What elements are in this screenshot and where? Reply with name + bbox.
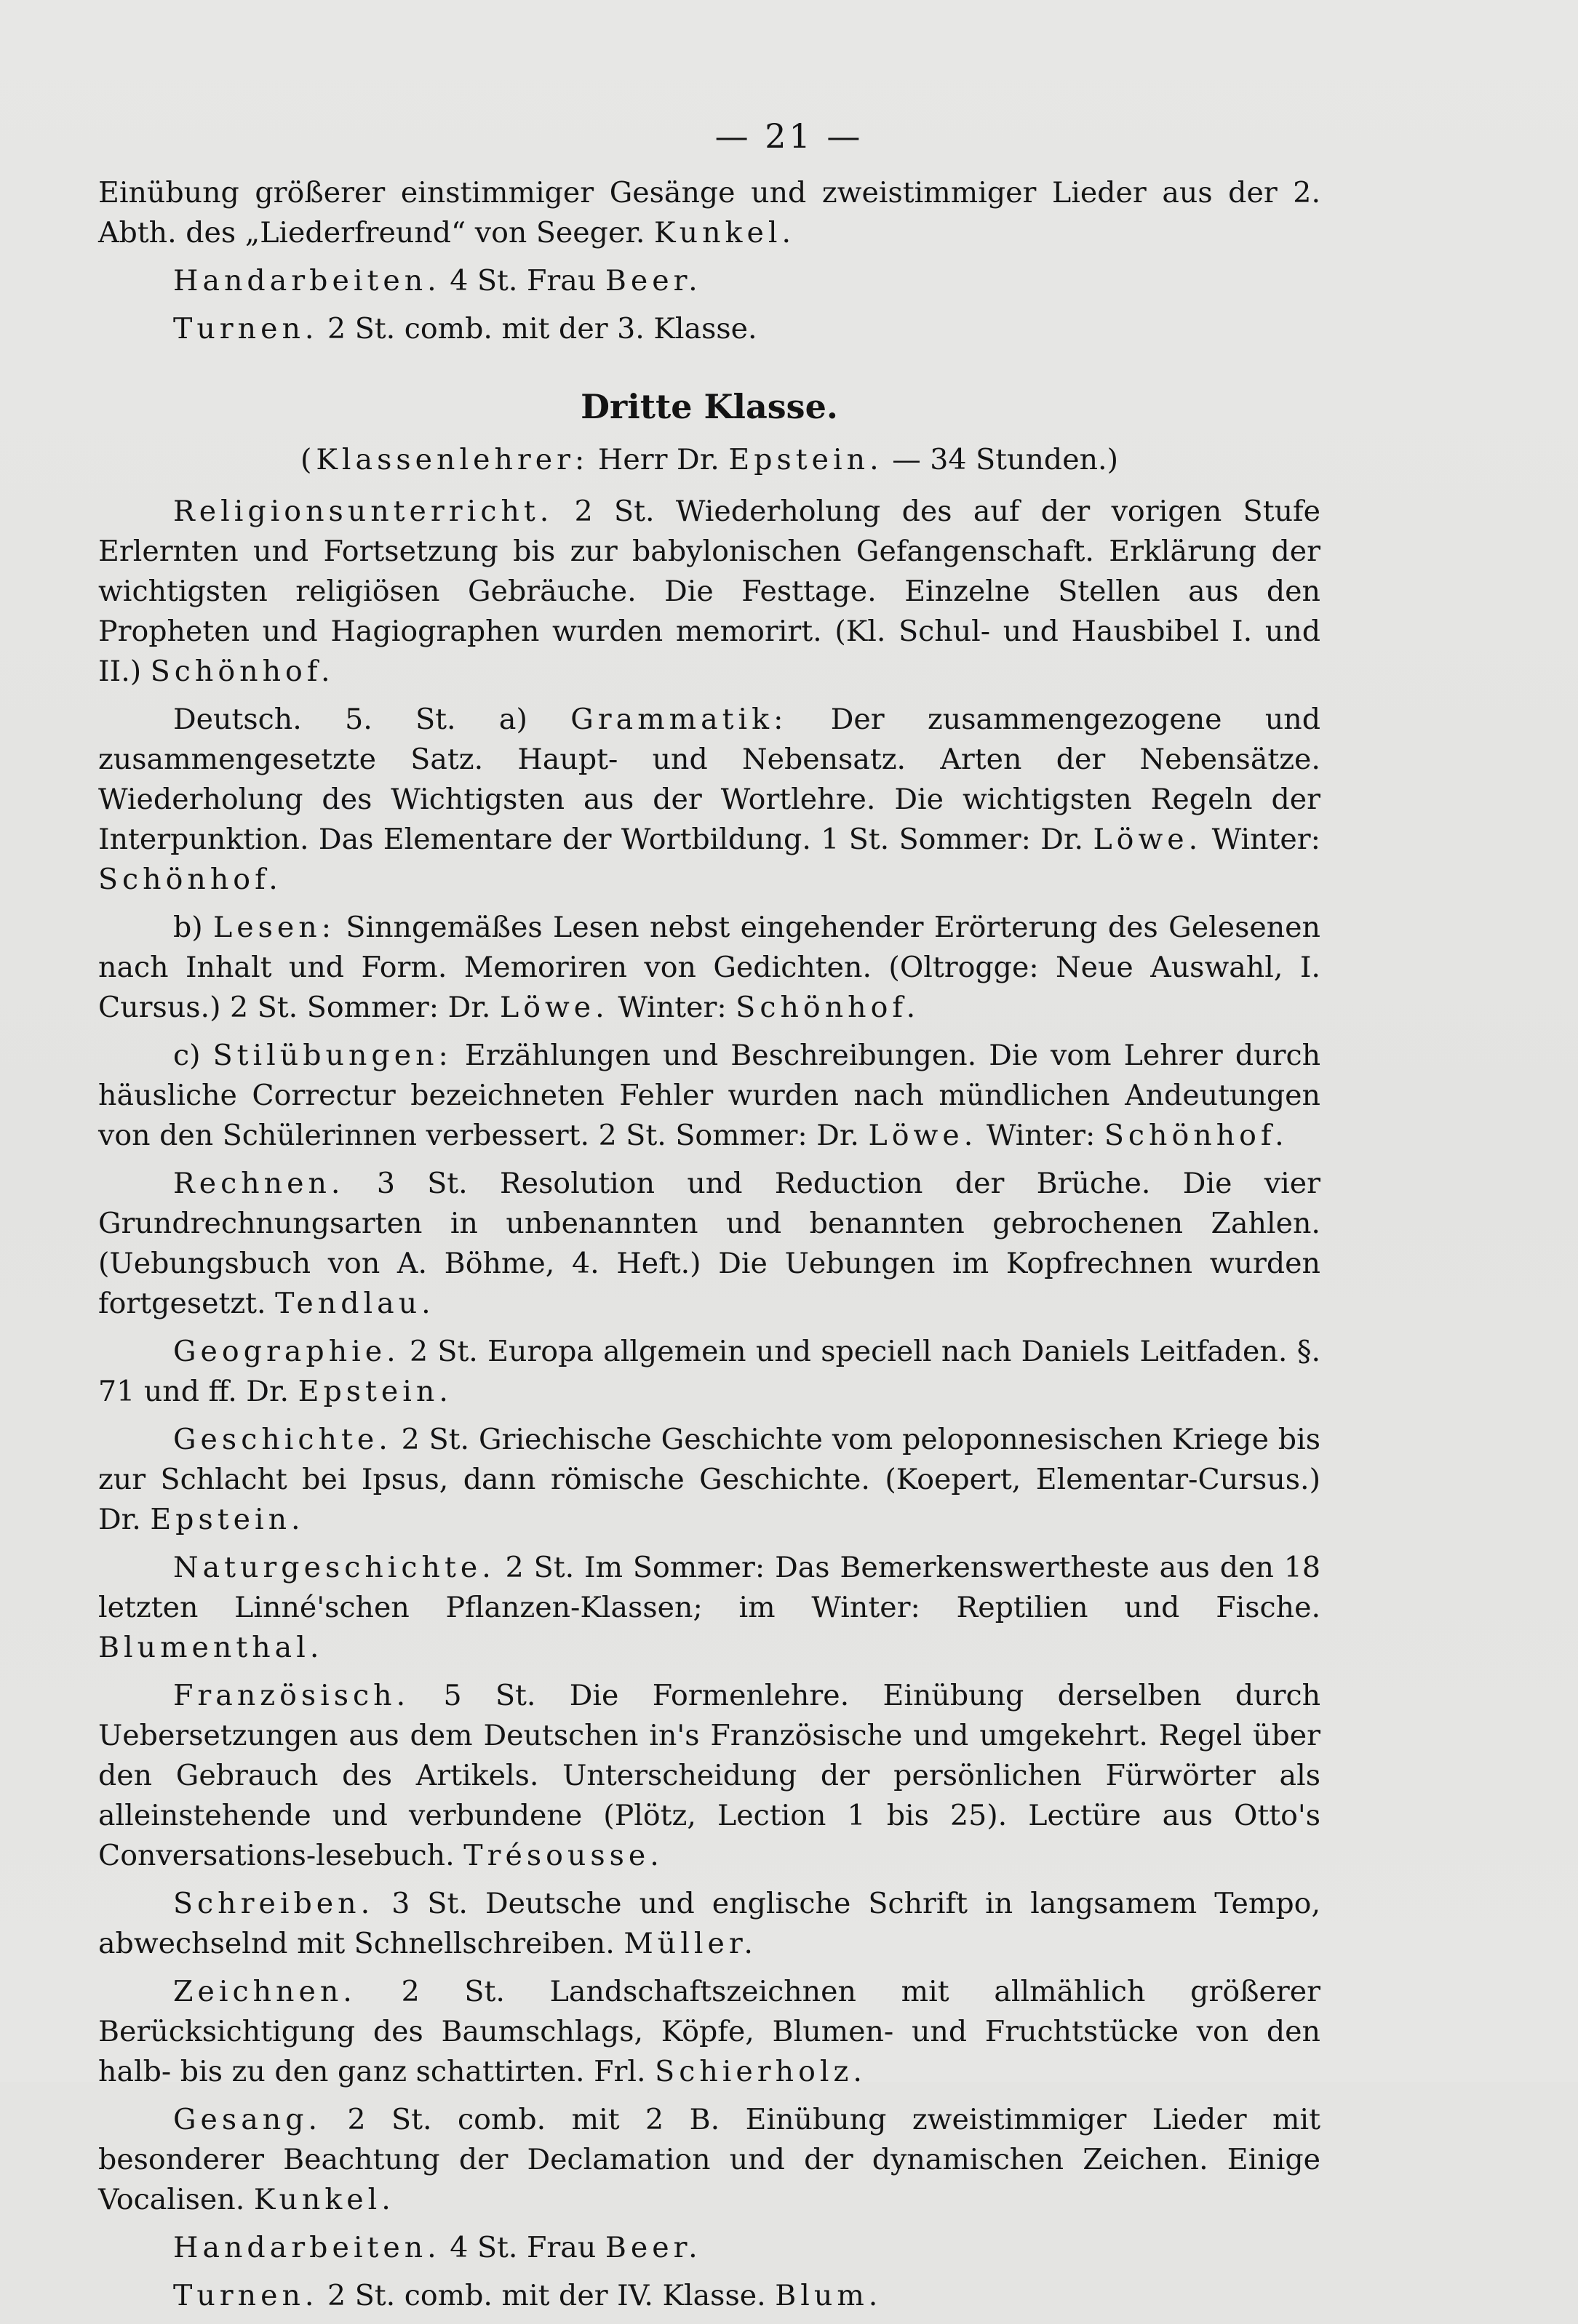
turnen-text: 2 St. comb. mit der IV. Klasse. [327, 2279, 766, 2312]
stil-text: Erzählungen und Beschreibungen. Die vom Lehrer durch häusliche Correctur bezeichneten Fehler wurden nach mündlichen Andeutungen von den Schülerinnen verbessert. 2 St. Sommer: Dr. [98, 1039, 1321, 1152]
klassenlehrer-name: Epstein. [728, 443, 883, 476]
handarbeiten-prev-label: Handarbeiten. [173, 264, 441, 298]
rechnen-teacher: Tendlau. [275, 1287, 435, 1320]
klassenlehrer-line [98, 440, 1320, 480]
gesang-paragraph [98, 2100, 1320, 2220]
religion-paragraph [98, 492, 1320, 692]
handarbeiten-paragraph [98, 2228, 1320, 2268]
geographie-text: 2 St. Europa allgemein und speciell nach Daniels Leitfaden. §. 71 und ff. Dr. [98, 1335, 1320, 1408]
gesang-continuation [98, 173, 1320, 253]
grammatik-teacher-summer: Löwe. [1093, 823, 1203, 856]
religion-teacher: Schönhof. [150, 655, 335, 688]
klassenlehrer-text: Herr Dr. [597, 443, 720, 476]
turnen-prev [98, 309, 1320, 349]
zeichnen-text: 2 St. Landschaftszeichnen mit allmählich größerer Berücksichtigung des Baumschlags, Köpfe, Blumen- und Fruchtstücke von den halb- bis zu den ganz schattirten. Frl. [98, 1975, 1320, 2088]
turnen-paragraph [98, 2276, 1320, 2316]
handarbeiten-teacher: Beer. [605, 2231, 702, 2264]
deutsch-label: Deutsch. [173, 703, 302, 736]
gesang-text: 2 St. comb. mit 2 B. Einübung zweistimmiger Lieder mit besonderer Beachtung der Declamation und der dynamischen Zeichen. Einige Vocalisen. [98, 2103, 1320, 2216]
stil-prefix: c) [173, 1039, 201, 1072]
franzoesisch-teacher: Trésousse. [463, 1839, 664, 1872]
rechnen-label: Rechnen. [173, 1167, 345, 1200]
klassenlehrer-hours: — 34 Stunden.) [892, 443, 1118, 476]
rechnen-paragraph [98, 1164, 1320, 1324]
franzoesisch-text: 5 St. Die Formenlehre. Einübung derselben durch Uebersetzungen aus dem Deutschen in's Französische und umgekehrt. Regel über den Gebrauch des Artikels. Unterscheidung der persönlichen Fürwörter als alleinstehende und verbundene (Plötz, Lection 1 bis 25). Lectüre aus Otto's Conversations-lesebuch. [98, 1679, 1321, 1872]
handarbeiten-label: Handarbeiten. [173, 2231, 441, 2264]
lesen-winter: Winter: [618, 991, 727, 1024]
naturgeschichte-label: Naturgeschichte. [173, 1551, 495, 1584]
rechnen-text: 3 St. Resolution und Reduction der Brüche. Die vier Grundrechnungsarten in unbenannten und benannten gebrochenen Zahlen. (Uebungsbuch von A. Böhme, 4. Heft.) Die Uebungen im Kopfrechnen wurden fortgesetzt. [98, 1167, 1320, 1320]
gesang-teacher: Kunkel. [253, 2183, 395, 2216]
gesang-label: Gesang. [173, 2103, 322, 2136]
stil-winter: Winter: [986, 1119, 1096, 1152]
stil-label: Stilübungen: [212, 1039, 453, 1072]
lesen-text: Sinngemäßes Lesen nebst eingehender Erörterung des Gelesenen nach Inhalt und Form. Memoriren von Gedichten. (Oltrogge: Neue Auswahl, I. Cursus.) 2 St. Sommer: Dr. [98, 911, 1320, 1024]
turnen-prev-text: 2 St. comb. mit der 3. Klasse. [327, 312, 757, 346]
gesang-continuation-text: Einübung größerer einstimmiger Gesänge und zweistimmiger Lieder aus der 2. Abth. des „Liederfreund“ von Seeger. [98, 176, 1320, 249]
zeichnen-paragraph [98, 1972, 1320, 2092]
stil-paragraph [98, 1036, 1320, 1156]
grammatik-text: Der zusammengezogene und zusammengesetzte Satz. Haupt- und Nebensatz. Arten der Nebensätze. Wiederholung des Wichtigsten aus der Wortlehre. Die wichtigsten Regeln der Interpunktion. Das Elementare der Wortbildung. 1 St. Sommer: Dr. [98, 703, 1321, 856]
franzoesisch-label: Französisch. [173, 1679, 410, 1712]
klassenlehrer-label: (Klassenlehrer: [300, 443, 589, 476]
grammatik-winter: Winter: [1211, 823, 1320, 856]
geographie-label: Geographie. [173, 1335, 400, 1368]
religion-text: 2 St. Wiederholung des auf der vorigen Stufe Erlernten und Fortsetzung bis zur babylonischen Gefangenschaft. Erklärung der wichtigsten religiösen Gebräuche. Die Festtage. Einzelne Stellen aus den Propheten und Hagiographen wurden memorirt. (Kl. Schul- und Hausbibel I. und II.) [98, 495, 1321, 688]
lesen-label: Lesen: [213, 911, 336, 944]
religion-label: Religionsunterricht. [173, 495, 554, 528]
gesang-continuation-teacher: Kunkel. [654, 216, 796, 249]
geschichte-text: 2 St. Griechische Geschichte vom peloponnesischen Kriege bis zur Schlacht bei Ipsus, dann römische Geschichte. (Koepert, Elementar-Cursus.) Dr. [98, 1423, 1320, 1536]
turnen-label: Turnen. [173, 2279, 319, 2312]
section-heading: Dritte Klasse. [581, 387, 838, 426]
document-body [98, 173, 1320, 2324]
grammatik-label: Grammatik: [570, 703, 788, 736]
zeichnen-teacher: Schierholz. [655, 2055, 866, 2088]
grammatik-teacher-winter: Schönhof. [98, 863, 282, 896]
deutsch-paragraph [98, 700, 1320, 900]
lesen-paragraph [98, 908, 1320, 1028]
stil-teacher-summer: Löwe. [868, 1119, 978, 1152]
handarbeiten-prev-teacher: Beer. [605, 264, 702, 298]
stil-teacher-winter: Schönhof. [1104, 1119, 1288, 1152]
geschichte-label: Geschichte. [173, 1423, 392, 1456]
handarbeiten-prev-text: 4 St. Frau [450, 264, 597, 298]
lesen-teacher-summer: Löwe. [499, 991, 609, 1024]
handarbeiten-prev [98, 261, 1320, 301]
page-number: — 21 — [714, 116, 864, 156]
naturgeschichte-paragraph [98, 1548, 1320, 1668]
franzoesisch-paragraph [98, 1676, 1320, 1876]
geschichte-paragraph [98, 1420, 1320, 1540]
geographie-paragraph [98, 1332, 1320, 1412]
turnen-teacher: Blum. [775, 2279, 882, 2312]
geographie-teacher: Epstein. [298, 1375, 453, 1408]
schreiben-paragraph [98, 1884, 1320, 1964]
schreiben-text: 3 St. Deutsche und englische Schrift in langsamem Tempo, abwechselnd mit Schnellschreiben. [98, 1887, 1321, 1960]
zeichnen-label: Zeichnen. [173, 1975, 356, 2008]
lesen-teacher-winter: Schönhof. [736, 991, 920, 1024]
naturgeschichte-teacher: Blumenthal. [98, 1631, 324, 1664]
deutsch-text: 5. St. a) [345, 703, 527, 736]
schreiben-label: Schreiben. [173, 1887, 375, 1920]
schreiben-teacher: Müller. [623, 1927, 757, 1960]
turnen-prev-label: Turnen. [173, 312, 319, 346]
geschichte-teacher: Epstein. [150, 1503, 305, 1536]
lesen-prefix: b) [173, 911, 203, 944]
naturgeschichte-text: 2 St. Im Sommer: Das Bemerkenswertheste aus den 18 letzten Linné'schen Pflanzen-Klassen; im Winter: Reptilien und Fische. [98, 1551, 1320, 1624]
handarbeiten-text: 4 St. Frau [450, 2231, 597, 2264]
